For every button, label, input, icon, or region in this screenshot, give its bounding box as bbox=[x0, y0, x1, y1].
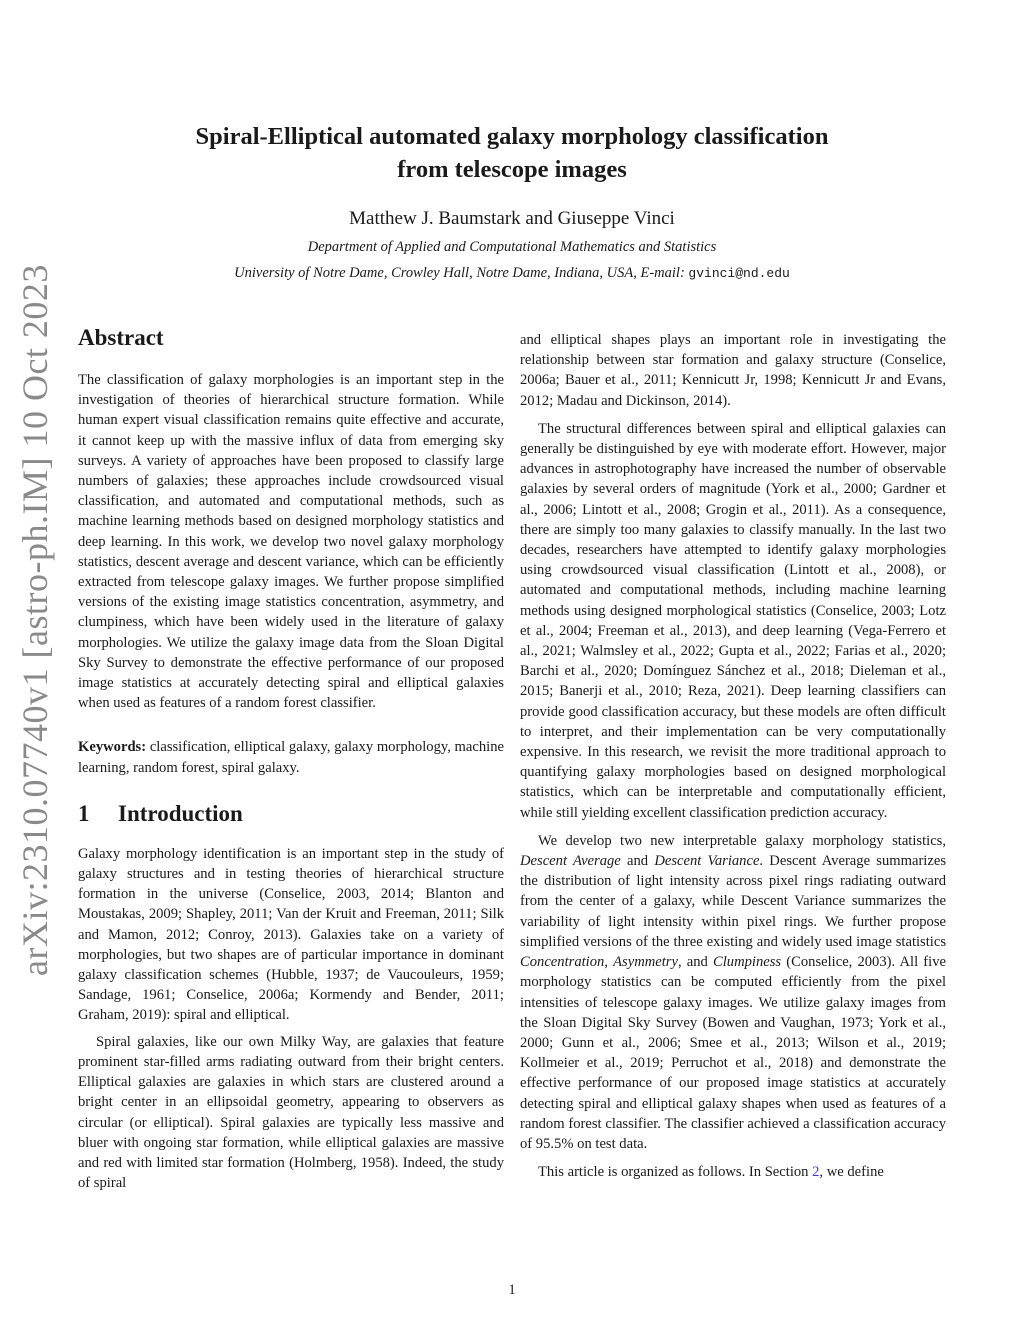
abstract-text: The classification of galaxy morphologies is an important step in the investigation of theories of hierarchical structure formation. While human expert visual classification remains quite effective and accurate, it cannot keep up with the massive influx of data from emerging sky surveys. A variety of approaches have been proposed to classify large numbers of galaxies; these approaches include crowdsourced visual classification, and automated and computational methods, such as machine learning methods based on designed morphology statistics and deep learning. In this work, we develop two novel galaxy morphology statistics, descent average and descent variance, which can be efficiently extracted from telescope galaxy images. We further propose simplified versions of the existing image statistics concentration, asymmetry, and clumpiness, which have been widely used in the literature of galaxy morphologies. We utilize the galaxy image data from the Sloan Digital Sky Survey to demonstrate the effective performance of our proposed image statistics at accurately detecting spiral and elliptical galaxies when used as features of a random forest classifier. bbox=[78, 372, 504, 712]
affiliation-address bbox=[120, 265, 904, 282]
arxiv-identifier: arXiv:2310.07740v1 [astro-ph.IM] 10 Oct 2023 bbox=[15, 264, 55, 976]
p5-text-d: , bbox=[604, 954, 614, 971]
p5-term-descent-average: Descent Average bbox=[520, 853, 621, 870]
keywords-label: Keywords: bbox=[78, 739, 147, 756]
p6-text-a: This article is organized as follows. In Section bbox=[538, 1164, 813, 1181]
p5-text-f: (Conselice, 2003). All five morphology statistics can be computed efficiently from the pixel intensities of telescope galaxy images. We utilize galaxy images from the Sloan Digital Sky Survey (Bowen and Vaughan, 1973; York et al., 2000; Gunn et al., 2006; Smee et al., 2013; Wilson et al., 2019; Kollmeier et al., 2019; Perruchot et al., 2018) and demonstrate the effective performance of our proposed image statistics at accurately detecting spiral and elliptical galaxy shapes when used as features of a random forest classifier. The classifier achieved a classification accuracy of 95.5% on test data. bbox=[520, 954, 946, 1152]
p5-term-clumpiness: Clumpiness bbox=[713, 954, 782, 971]
authors: Matthew J. Baumstark and Giuseppe Vinci bbox=[349, 208, 675, 229]
intro-paragraph-1: Galaxy morphology identification is an important step in the study of galaxy structures and in testing theories of hierarchical structure formation in the universe (Conselice, 2003, 2014; Blanton and Moustakas, 2009; Shapley, 2011; Van der Kruit and Freeman, 2011; Silk and Mamon, 2012; Conroy, 2013). Galaxies take on a variety of morphologies, but two shapes are of particular importance in dominant galaxy classification schemes (Hubble, 1937; de Vaucouleurs, 1959; Sandage, 1961; Conselice, 2006a; Kormendy and Bender, 2011; Graham, 2019): spiral and elliptical. bbox=[78, 845, 504, 1024]
p5-term-concentration: Concentration bbox=[520, 954, 605, 971]
p5-term-descent-variance: Descent Variance bbox=[654, 853, 760, 870]
keywords-text: classification, elliptical galaxy, galaxy morphology, machine learning, random forest, spiral galaxy. bbox=[78, 739, 504, 776]
intro-paragraph-6 bbox=[520, 1162, 946, 1182]
p6-text-b: , we define bbox=[819, 1164, 884, 1181]
abstract-heading: Abstract bbox=[78, 325, 164, 350]
title-line-2: from telescope images bbox=[397, 156, 627, 183]
p5-text-c: . Descent Average summarizes the distribution of light intensity across pixel rings radiating outward from the center of a galaxy, while Descent Variance summarizes the variability of light intensity within pixel rings. We further propose simplified versions of the three existing and widely used image statistics bbox=[520, 853, 946, 950]
section-title: Introduction bbox=[118, 800, 243, 826]
p5-term-asymmetry: Asymmetry bbox=[613, 954, 678, 971]
intro-paragraph-2: Spiral galaxies, like our own Milky Way, are galaxies that feature prominent star-filled arms radiating outward from their bright centers. Elliptical galaxies are galaxies in which stars are clustered around a bright center in an ellipsoidal geometry, appearing to observers as circular (or elliptical). Spiral galaxies are typically less massive and bluer with ongoing star formation, while elliptical galaxies are massive and red with limited star formation (Holmberg, 1958). Indeed, the study of spiral bbox=[78, 1033, 504, 1192]
intro-paragraph-4: The structural differences between spiral and elliptical galaxies can generally be distinguished by eye with moderate effort. However, major advances in astrophotography have increased the number of observable galaxies by several orders of magnitude (York et al., 2000; Gardner et al., 2006; Lintott et al., 2008; Grogin et al., 2011). As a consequence, there are simply too many galaxies to classify manually. In the last two decades, researchers have attempted to identify galaxy morphologies using crowdsourced visual classification (Lintott et al., 2008), or automated and computational methods, including machine learning methods using designed morphological statistics (Conselice, 2003; Lotz et al., 2004; Freeman et al., 2013), and deep learning (Vega-Ferrero et al., 2021; Walmsley et al., 2022; Gupta et al., 2022; Farias et al., 2020; Barchi et al., 2020; Domínguez Sánchez et al., 2018; Dieleman et al., 2015; Banerji et al., 2010; Reza, 2021). Deep learning classifiers can provide good classification accuracy, but these models are often difficult to interpret, and their implementation can be very computationally expensive. In this research, we revisit the more traditional approach to quantifying galaxy morphologies based on designed morphological statistics, which can be interpretable and computationally efficient, while still yielding excellent classification prediction accuracy. bbox=[520, 420, 946, 821]
intro-paragraph-3: and elliptical shapes plays an important role in investigating the relationship between star formation and galaxy structure (Conselice, 2006a; Bauer et al., 2011; Kennicutt Jr, 1998; Kennicutt Jr and Evans, 2012; Madau and Dickinson, 2014). bbox=[520, 332, 946, 409]
intro-paragraph-5 bbox=[520, 831, 946, 1154]
keywords bbox=[78, 737, 504, 777]
author-email[interactable]: gvinci@nd.edu bbox=[688, 266, 790, 281]
paper-title bbox=[140, 120, 884, 186]
p5-text-a: We develop two new interpretable galaxy morphology statistics, bbox=[538, 832, 946, 849]
section-2-link[interactable]: 2 bbox=[812, 1164, 820, 1181]
right-column bbox=[520, 330, 946, 1182]
title-line-1: Spiral-Elliptical automated galaxy morphology classification bbox=[195, 123, 829, 150]
left-column bbox=[78, 320, 504, 1193]
section-number: 1 bbox=[78, 800, 90, 826]
affiliation-address-text: University of Notre Dame, Crowley Hall, Notre Dame, Indiana, USA, E-mail: bbox=[234, 265, 689, 281]
page-number: 1 bbox=[508, 1282, 516, 1298]
p5-text-b: and bbox=[620, 853, 655, 870]
introduction-heading bbox=[78, 800, 504, 828]
p5-text-e: , and bbox=[677, 954, 713, 971]
affiliation-department: Department of Applied and Computational Mathematics and Statistics bbox=[307, 239, 717, 255]
